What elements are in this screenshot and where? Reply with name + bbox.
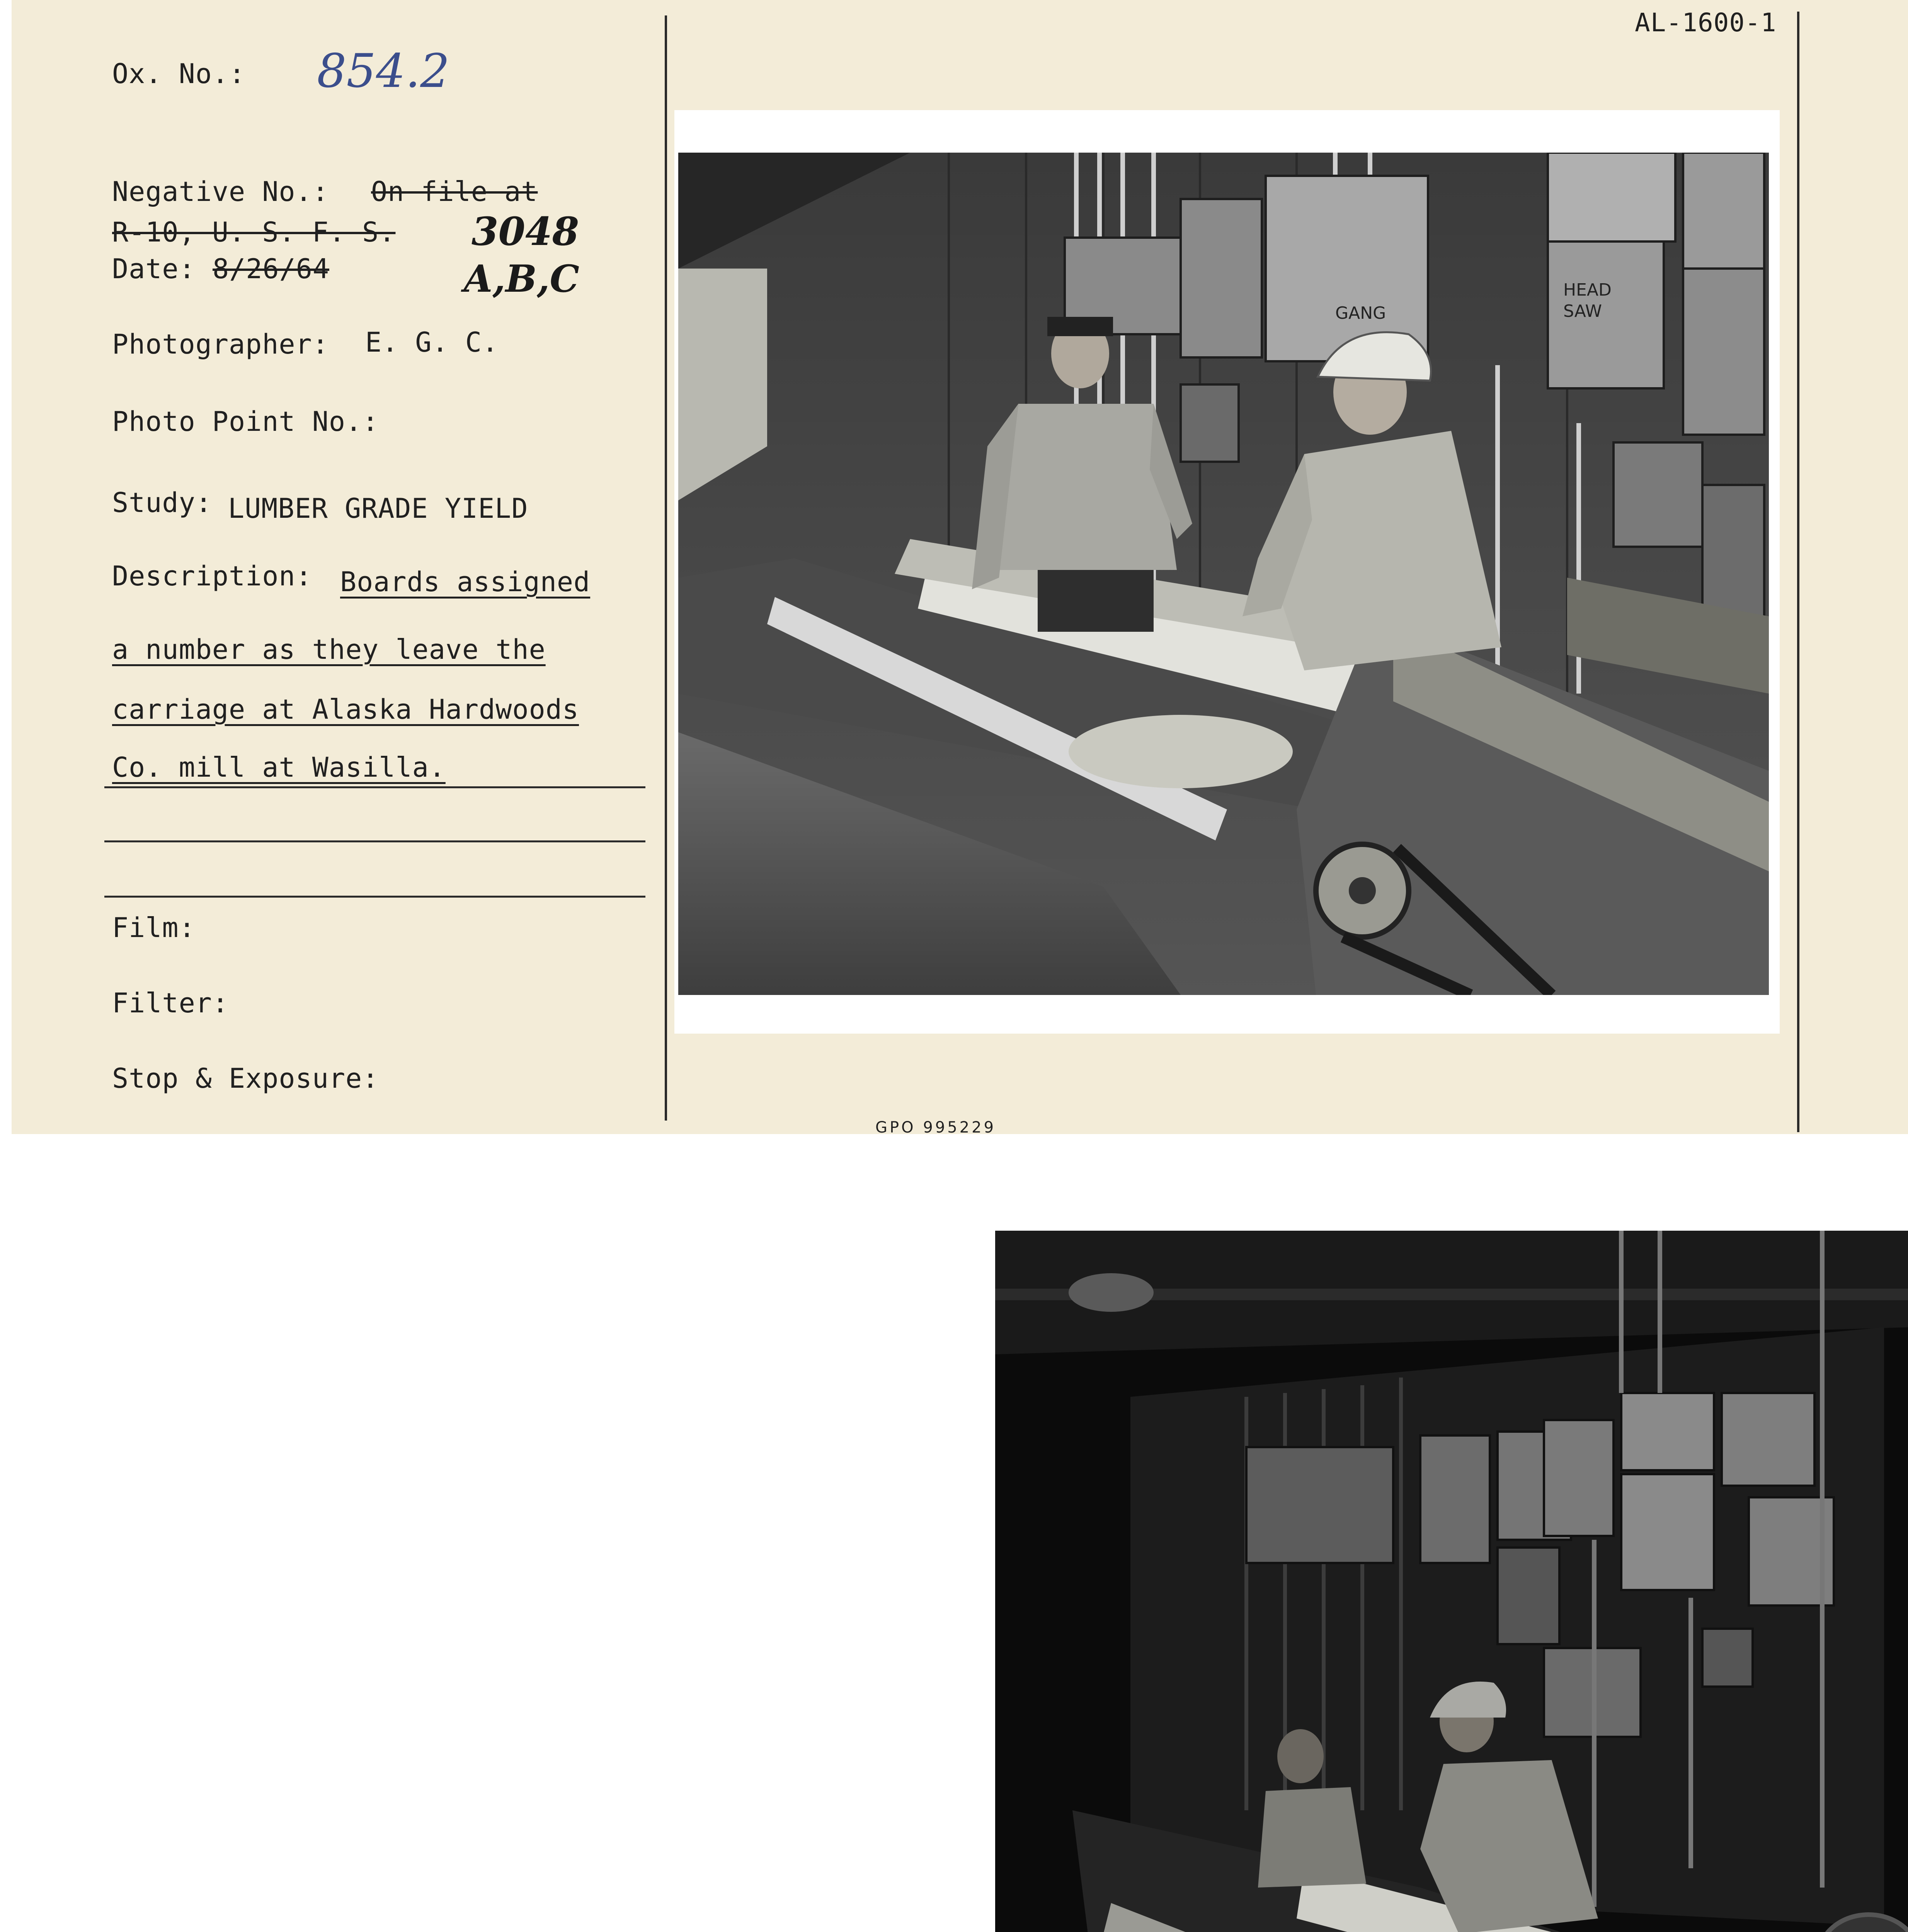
description-line-4: Co. mill at Wasilla. bbox=[112, 752, 446, 783]
sign-head-saw-1: HEAD bbox=[1563, 280, 1612, 300]
sign-head-saw-2: SAW bbox=[1563, 301, 1602, 321]
film-label: Film: bbox=[112, 912, 196, 944]
card-divider-right bbox=[1797, 12, 1799, 1132]
ox-value: 854.2 bbox=[317, 44, 450, 98]
negative-print bbox=[995, 1231, 1908, 1932]
date-struck: 8/26/64 bbox=[213, 253, 330, 285]
date-label: Date: bbox=[112, 253, 196, 285]
description-line-3: carriage at Alaska Hardwoods bbox=[112, 694, 579, 725]
study-value: LUMBER GRADE YIELD bbox=[228, 493, 528, 524]
photographer-label: Photographer: bbox=[112, 328, 329, 360]
sawmill-photo bbox=[678, 153, 1769, 995]
negative-label: Negative No.: bbox=[112, 176, 329, 207]
sawmill-photo-image bbox=[678, 153, 1769, 995]
photo-point-label: Photo Point No.: bbox=[112, 406, 379, 437]
stop-exposure-label: Stop & Exposure: bbox=[112, 1063, 379, 1094]
negative-print-image bbox=[995, 1231, 1908, 1932]
description-line-2: a number as they leave the bbox=[112, 634, 546, 665]
negative-struck: On file at bbox=[371, 176, 538, 207]
gpo-number: GPO 995229 bbox=[875, 1119, 996, 1136]
card-divider-left bbox=[665, 15, 667, 1121]
ox-label: Ox. No.: bbox=[112, 58, 246, 90]
sign-gang: GANG bbox=[1335, 303, 1386, 323]
description-rule-5 bbox=[104, 840, 645, 842]
negative-struck-2: R-10, U. S. F. S. bbox=[112, 216, 396, 248]
description-rule-6 bbox=[104, 896, 645, 898]
negative-hand: 3048 bbox=[471, 209, 579, 254]
filter-label: Filter: bbox=[112, 987, 229, 1019]
photographer-value: E. G. C. bbox=[365, 327, 499, 358]
catalog-card bbox=[12, 0, 1908, 1134]
date-hand: A,B,C bbox=[464, 257, 579, 301]
description-rule-4 bbox=[104, 786, 645, 788]
description-label: Description: bbox=[112, 560, 312, 592]
study-label: Study: bbox=[112, 487, 212, 519]
description-line-1: Boards assigned bbox=[340, 566, 591, 598]
catalog-id: AL-1600-1 bbox=[1635, 8, 1777, 37]
